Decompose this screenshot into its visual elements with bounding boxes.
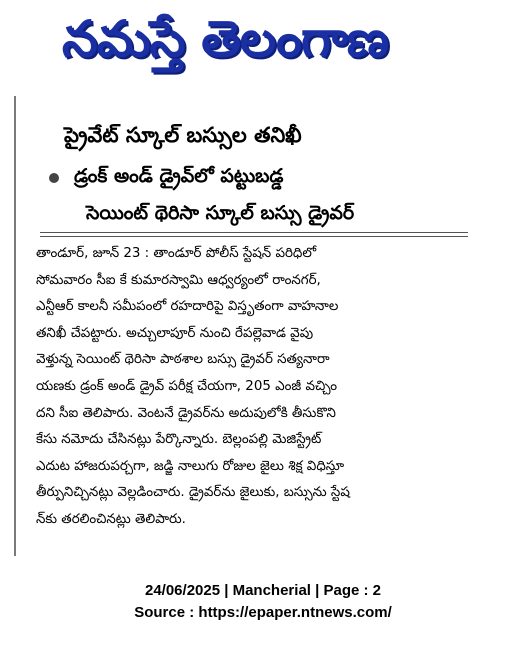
article-headline: ప్రైవేట్ స్కూల్ బస్సుల తనిఖీ (64, 123, 302, 147)
footer-date-edition: 24/06/2025 | Mancherial | Page : 2 (144, 582, 382, 599)
article-subheadline-2: సెయింట్ థెరిసా స్కూల్ బస్సు డ్రైవర్ (86, 202, 355, 224)
body-line: దని సీఐ తెలిపారు. వెంటనే డ్రైవర్‌ను అదుపులోకి తీసుకొని (36, 405, 336, 421)
body-line: తీర్పునిచ్చినట్లు వెల్లడించారు. డ్రైవర్‌ను జైలుకు, బస్సును స్టేష (36, 485, 350, 501)
body-line: తనిఖీ చేపట్టారు. అచ్చులాపూర్ నుంచి రేపల్లెవాడ వైపు (36, 325, 314, 341)
bullet-icon (48, 172, 60, 184)
body-line: సోమవారం సీఐ కే కుమారస్వామి ఆధ్వర్యంలో రాంనగర్, (36, 272, 321, 288)
body-line: న్‌కు తరలించినట్లు తెలిపారు. (36, 511, 186, 527)
body-line: వెళ్తున్న సెయింట్ థెరిసా పాఠశాల బస్సు డ్రైవర్ సత్యనారా (36, 352, 330, 368)
divider-line (40, 236, 468, 237)
body-line: తాండూర్, జూన్ 23 : తాండూర్ పోలీస్ స్టేషన్ పరిధిలో (36, 246, 317, 261)
body-line: ఎదుట హాజరుపర్చగా, జడ్జి నాలుగు రోజుల జైలు శిక్ష విధిస్తూ (36, 458, 345, 474)
body-line: యణకు డ్రంక్ అండ్ డ్రైవ్ పరీక్ష చేయగా, 205 ఎంజీ వచ్చిం (36, 378, 338, 394)
masthead (0, 0, 526, 78)
article-subheadline-1: డ్రంక్ అండ్ డ్రైవ్‌లో పట్టుబడ్డ (74, 165, 284, 187)
body-line: ఎన్టీఆర్ కాలనీ సమీపంలో రహదారిపై విస్తృతంగా వాహనాల (36, 299, 339, 315)
divider-line (40, 232, 468, 233)
newspaper-logo: నమస్తే తెలంగాణ (62, 10, 388, 68)
footer-source: Source : https://epaper.ntnews.com/ (134, 604, 392, 621)
clipping-left-border (14, 96, 16, 556)
clipping-edge-marks (128, 91, 228, 97)
footer (0, 580, 526, 624)
article-body (36, 241, 468, 534)
body-line: కేసు నమోదు చేసినట్లు పేర్కొన్నారు. బెల్లంపల్లి మెజిస్ట్రేట్ (36, 432, 322, 448)
